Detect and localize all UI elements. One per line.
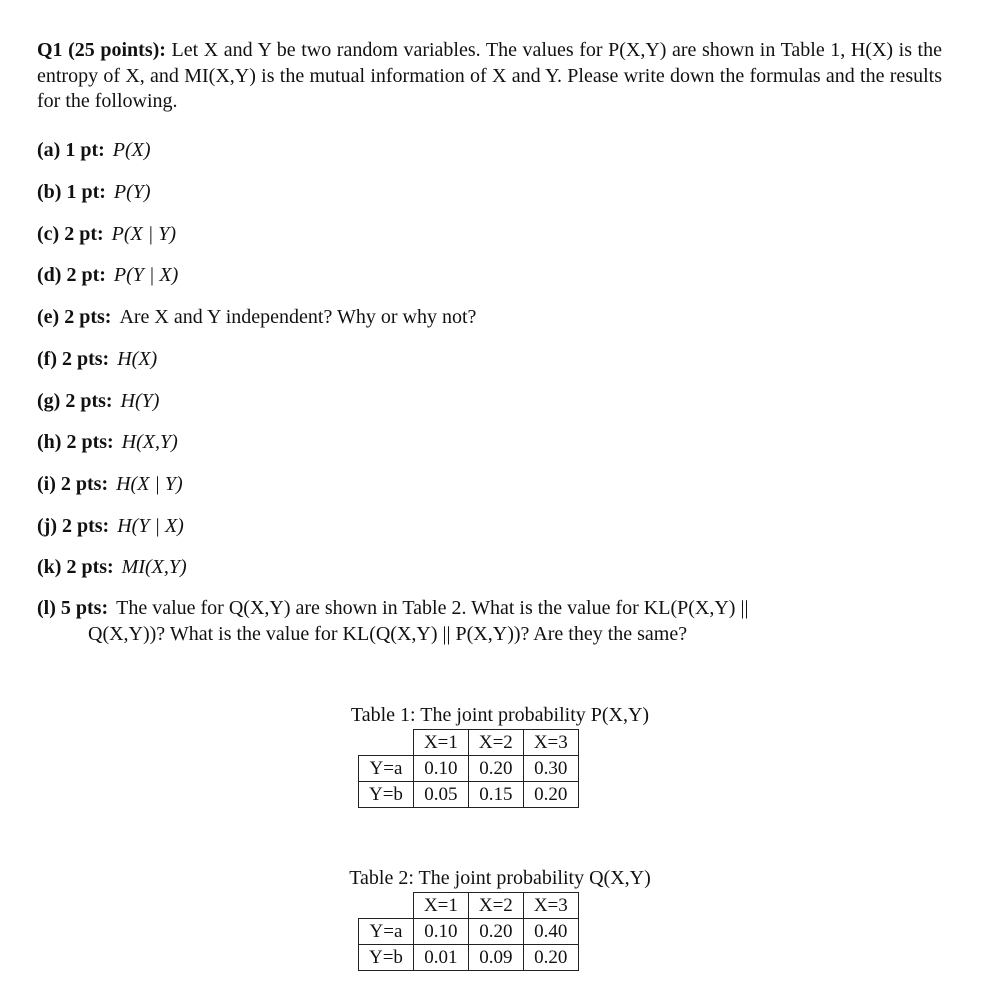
table-cell: 0.20	[468, 756, 523, 782]
item-label: (g) 2 pts:	[37, 390, 113, 412]
item-label: (b) 1 pt:	[37, 181, 106, 203]
row-header: Y=b	[359, 945, 414, 971]
table-row	[359, 945, 579, 971]
item-a	[37, 137, 151, 163]
item-text: H(X | Y)	[116, 473, 183, 495]
table-row	[359, 782, 579, 808]
item-label: (l) 5 pts:	[37, 597, 109, 619]
table1-caption: Table 1: The joint probability P(X,Y)	[350, 704, 650, 726]
table-cell: 0.09	[468, 945, 523, 971]
item-text: H(X)	[117, 348, 158, 370]
item-b	[37, 179, 151, 205]
column-header: X=3	[523, 730, 578, 756]
table-cell: 0.01	[413, 945, 468, 971]
item-d	[37, 262, 178, 288]
column-header: X=1	[413, 893, 468, 919]
row-header: Y=b	[359, 782, 414, 808]
item-label: (j) 2 pts:	[37, 515, 110, 537]
item-i	[37, 471, 183, 497]
question-text: Let X and Y be two random variables. The values for P(X,Y) are shown in Table 1, H(X) is the entropy of X, and MI(X,Y) is the mutual information of X and Y. Please write down the formulas and the results for the following.	[37, 39, 942, 112]
question-intro	[37, 38, 942, 115]
table-cell: 0.20	[523, 782, 578, 808]
table-cell: 0.05	[413, 782, 468, 808]
item-text: H(Y | X)	[117, 515, 184, 537]
item-c	[37, 221, 176, 247]
item-label: (d) 2 pt:	[37, 264, 106, 286]
item-label: (i) 2 pts:	[37, 473, 109, 495]
table-header-row	[359, 893, 579, 919]
item-text: P(X)	[112, 139, 151, 161]
item-text: P(Y | X)	[113, 264, 179, 286]
table-cell: 0.15	[468, 782, 523, 808]
item-l	[37, 595, 942, 647]
table-cell: 0.20	[523, 945, 578, 971]
table-row	[359, 756, 579, 782]
column-header: X=1	[413, 730, 468, 756]
column-header: X=3	[523, 893, 578, 919]
column-header: X=2	[468, 730, 523, 756]
table2	[358, 892, 579, 971]
table-corner	[359, 893, 414, 919]
table-cell: 0.40	[523, 919, 578, 945]
item-text: P(X | Y)	[111, 223, 177, 245]
item-g	[37, 388, 159, 414]
item-label: (h) 2 pts:	[37, 431, 114, 453]
row-header: Y=a	[359, 919, 414, 945]
item-text: Are X and Y independent? Why or why not?	[119, 306, 477, 328]
table-header-row	[359, 730, 579, 756]
item-text: H(Y)	[120, 390, 160, 412]
item-h	[37, 429, 178, 455]
item-label: (k) 2 pts:	[37, 556, 114, 578]
table-row	[359, 919, 579, 945]
table1	[358, 729, 579, 808]
row-header: Y=a	[359, 756, 414, 782]
question-heading: Q1 (25 points):	[37, 39, 166, 61]
item-k	[37, 554, 187, 580]
item-f	[37, 346, 157, 372]
table-cell: 0.20	[468, 919, 523, 945]
item-text-line2: Q(X,Y))? What is the value for KL(Q(X,Y) || P(X,Y))? Are they the same?	[88, 623, 688, 645]
item-text: MI(X,Y)	[121, 556, 187, 578]
item-label: (f) 2 pts:	[37, 348, 110, 370]
item-text: H(X,Y)	[121, 431, 178, 453]
item-text: P(Y)	[113, 181, 151, 203]
table-cell: 0.30	[523, 756, 578, 782]
column-header: X=2	[468, 893, 523, 919]
item-label: (e) 2 pts:	[37, 306, 112, 328]
item-label: (a) 1 pt:	[37, 139, 105, 161]
item-label: (c) 2 pt:	[37, 223, 104, 245]
table-cell: 0.10	[413, 919, 468, 945]
item-j	[37, 513, 184, 539]
table-cell: 0.10	[413, 756, 468, 782]
table-corner	[359, 730, 414, 756]
table2-caption: Table 2: The joint probability Q(X,Y)	[349, 867, 651, 889]
item-e	[37, 304, 476, 330]
item-text-line1: The value for Q(X,Y) are shown in Table 2. What is the value for KL(P(X,Y) ||	[116, 597, 749, 619]
